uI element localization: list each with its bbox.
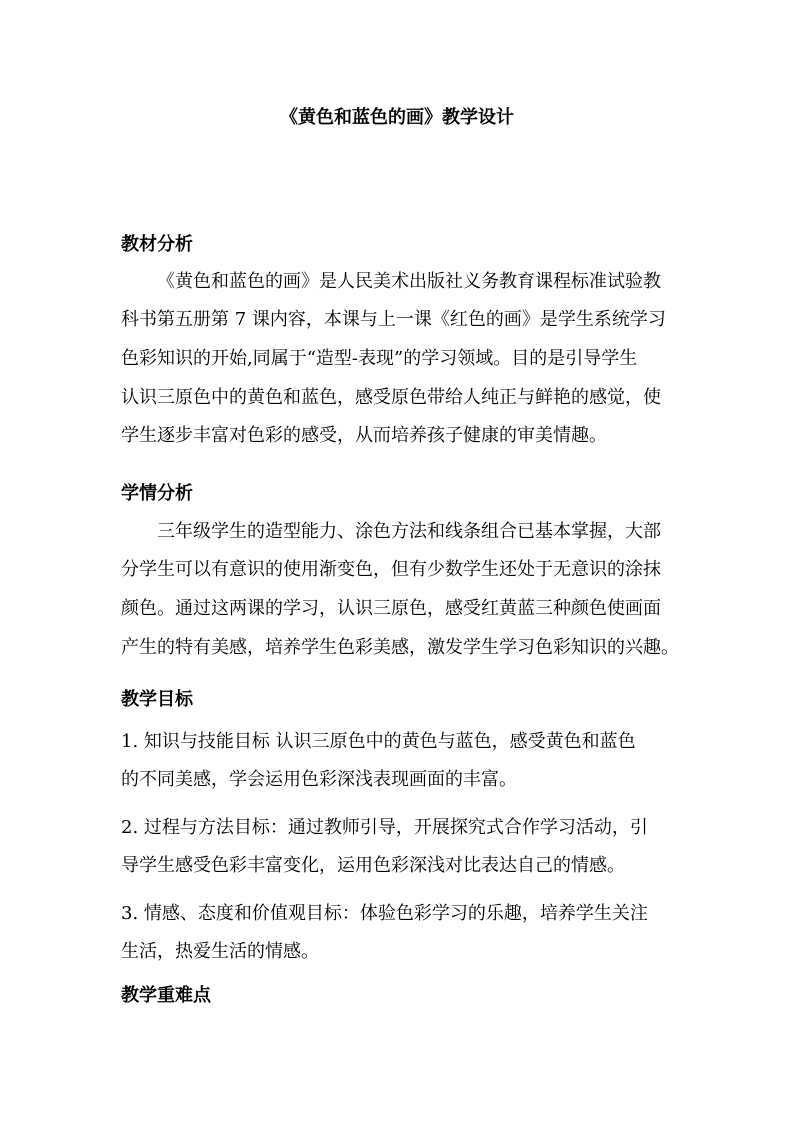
paragraph-line: 学生逐步丰富对色彩的感受，从而培养孩子健康的审美情趣。 [121,425,607,446]
section-heading-textbook-analysis: 教材分析 [121,234,193,255]
objective-line: 的不同美感，学会运用色彩深浅表现画面的丰富。 [121,769,517,790]
paragraph-line: 认识三原色中的黄色和蓝色，感受原色带给人纯正与鲜艳的感觉，使 [121,387,661,408]
objective-line: 2. 过程与方法目标：通过教师引导，开展探究式合作学习活动，引 [121,817,648,838]
section-heading-key-difficulties: 教学重难点 [121,985,211,1006]
section-heading-student-analysis: 学情分析 [121,483,193,504]
objective-line: 生活，热爱生活的情感。 [121,941,319,962]
section-heading-teaching-objectives: 教学目标 [121,689,193,710]
document-title: 《黄色和蓝色的画》教学设计 [280,107,514,128]
paragraph-line: 分学生可以有意识的使用渐变色，但有少数学生还处于无意识的涂抹 [121,559,661,580]
objective-line: 3. 情感、态度和价值观目标：体验色彩学习的乐趣，培养学生关注 [121,903,648,924]
paragraph-line: 色彩知识的开始,同属于“造型-表现”的学习领域。目的是引导学生 [121,348,638,369]
paragraph-line: 颜色。通过这两课的学习，认识三原色，感受红黄蓝三种颜色使画面 [121,598,661,619]
objective-line: 导学生感受色彩丰富变化，运用色彩深浅对比表达自己的情感。 [121,855,625,876]
paragraph-line: 《黄色和蓝色的画》是人民美术出版社义务教育课程标准试验教 [157,271,661,292]
paragraph-line: 科书第五册第 7 课内容，本课与上一课《红色的画》是学生系统学习 [121,309,666,330]
objective-line: 1. 知识与技能目标 认识三原色中的黄色与蓝色，感受黄色和蓝色 [121,731,636,752]
paragraph-line: 产生的特有美感，培养学生色彩美感，激发学生学习色彩知识的兴趣。 [121,637,679,658]
paragraph-line: 三年级学生的造型能力、涂色方法和线条组合已基本掌握，大部 [157,521,661,542]
